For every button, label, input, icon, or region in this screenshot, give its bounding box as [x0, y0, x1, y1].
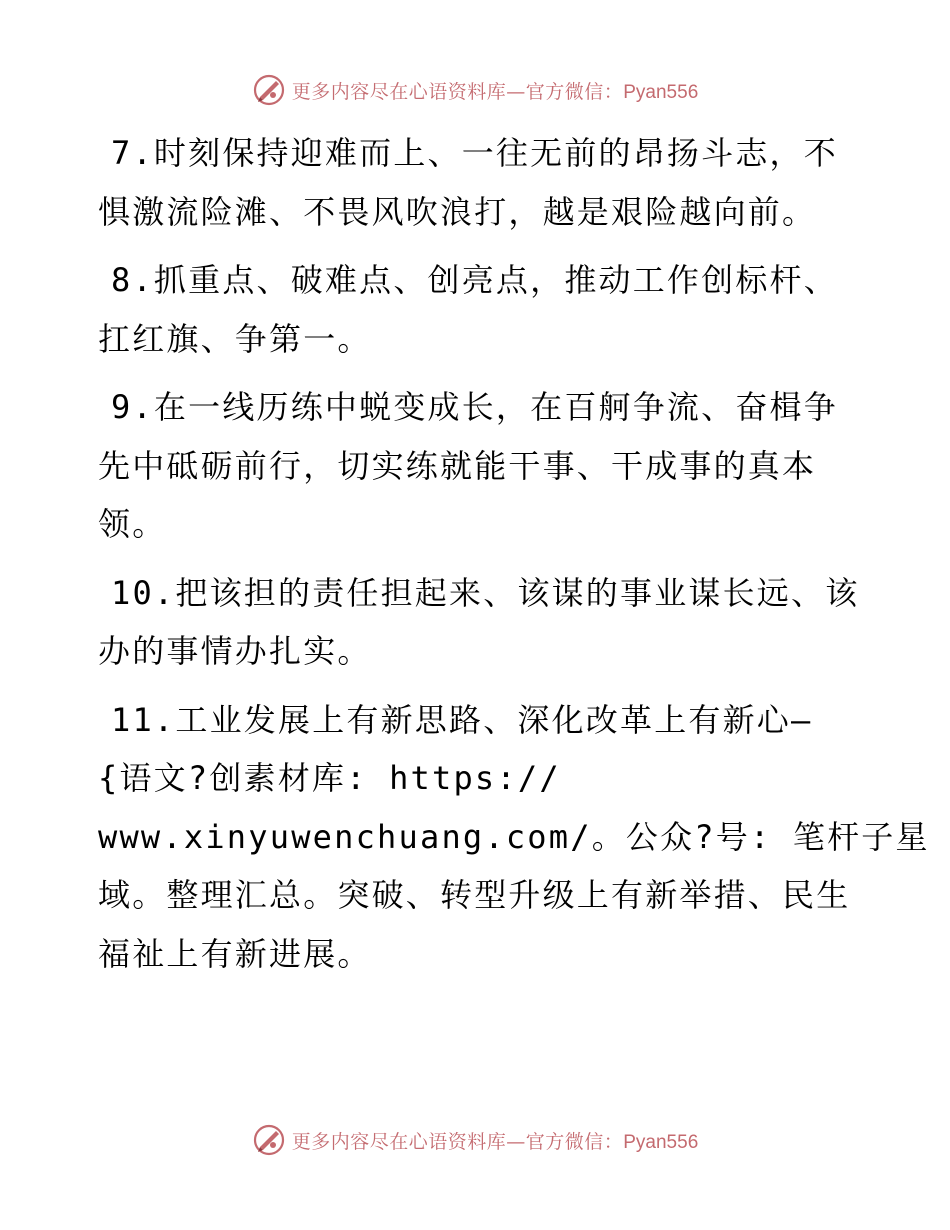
header-watermark: [0, 68, 950, 112]
paragraph-10: [98, 564, 858, 681]
paragraph-7: [98, 124, 858, 241]
wechat-id: Pyan556: [623, 1131, 699, 1153]
paragraph-line: 8.抓重点、破难点、创亮点，推动工作创标杆、: [111, 261, 838, 299]
wechat-id: Pyan556: [623, 81, 699, 103]
watermark-group: [252, 73, 699, 107]
watermark-text: 更多内容尽在心语资料库—官方微信：Pyan556: [291, 1130, 699, 1153]
paragraph-line: 领。: [98, 505, 167, 543]
watermark-group: [252, 1123, 699, 1157]
watermark-text: 更多内容尽在心语资料库—官方微信：Pyan556: [291, 80, 699, 103]
paragraph-line: www.xinyuwenchuang.com/。公众?号: 笔杆子星: [98, 817, 930, 856]
footer-watermark: [0, 1118, 950, 1162]
pen-logo-icon: [252, 73, 286, 107]
pen-logo-icon: [252, 1123, 286, 1157]
paragraph-line: 先中砥砺前行，切实练就能干事、干成事的真本: [98, 446, 817, 485]
paragraph-line: {语文?创素材库: https://: [98, 759, 561, 797]
paragraph-line: 9.在一线历练中蜕变成长，在百舸争流、奋楫争: [111, 388, 838, 426]
paragraph-line: 福祉上有新进展。: [98, 934, 372, 973]
paragraph-line: 7.时刻保持迎难而上、一往无前的昂扬斗志，不: [111, 134, 838, 172]
paragraph-9: [98, 378, 858, 554]
paragraph-11: [98, 691, 930, 984]
paragraph-line: 10.把该担的责任担起来、该谋的事业谋长远、该: [111, 573, 860, 612]
paragraph-line: 扛红旗、争第一。: [98, 319, 372, 358]
paragraph-line: 域。整理汇总。突破、转型升级上有新举措、民生: [98, 876, 851, 914]
paragraph-line: 办的事情办扎实。: [98, 632, 372, 670]
paragraph-8: [98, 251, 858, 368]
paragraph-line: 11.工业发展上有新思路、深化改革上有新心—: [111, 700, 813, 739]
document-body: [98, 124, 930, 993]
paragraph-line: 惧激流险滩、不畏风吹浪打，越是艰险越向前。: [98, 192, 817, 231]
